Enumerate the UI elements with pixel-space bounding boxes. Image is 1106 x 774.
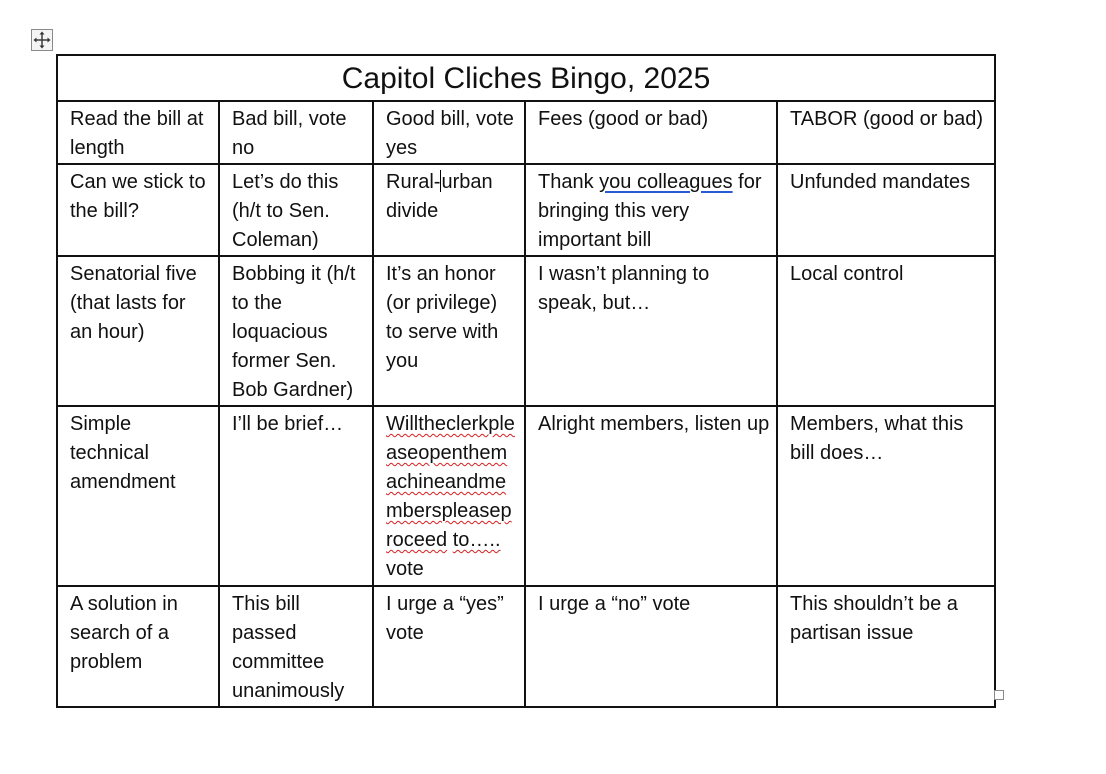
table-cell[interactable] <box>219 256 373 406</box>
table-cell[interactable] <box>525 101 777 164</box>
cell-text: Unfunded mandates <box>790 171 971 193</box>
cell-text: Fees (good or bad) <box>538 108 709 130</box>
cell-text: I urge a “yes” vote <box>386 593 504 644</box>
table-cell[interactable] <box>525 586 777 707</box>
table-row <box>57 256 995 406</box>
table-cell[interactable] <box>57 406 219 586</box>
cell-text: I urge a “no” vote <box>538 593 691 615</box>
table-row <box>57 586 995 707</box>
cell-text: Good bill, vote yes <box>386 108 514 159</box>
cell-text: TABOR (good or bad) <box>790 108 984 130</box>
cell-text: Bad bill, vote no <box>232 108 347 159</box>
cell-text: Alright members, listen up <box>538 413 770 435</box>
table-cell[interactable] <box>525 256 777 406</box>
cell-text <box>538 168 770 255</box>
cell-text <box>386 168 518 226</box>
table-cell[interactable] <box>777 164 995 256</box>
cell-text: Bobbing it (h/t to the loquacious former Sen. Bob Gardner) <box>232 263 356 401</box>
cell-text <box>386 410 518 584</box>
table-cell[interactable] <box>219 586 373 707</box>
table-row <box>57 164 995 256</box>
table-cell[interactable] <box>777 256 995 406</box>
cell-text: This shouldn’t be a partisan issue <box>790 593 958 644</box>
cell-text-part: Thank <box>538 171 600 193</box>
cell-text: Local control <box>790 263 904 285</box>
cell-text: Can we stick to the bill? <box>70 171 206 222</box>
table-cell[interactable] <box>57 256 219 406</box>
table-title[interactable]: Capitol Cliches Bingo, 2025 <box>57 55 995 101</box>
table-row <box>57 406 995 586</box>
table-cell[interactable] <box>777 101 995 164</box>
table-cell[interactable] <box>373 101 525 164</box>
table-cell[interactable] <box>57 164 219 256</box>
cell-text: Let’s do this (h/t to Sen. Coleman) <box>232 171 339 251</box>
table-cell[interactable] <box>777 586 995 707</box>
table-cell[interactable] <box>219 101 373 164</box>
table-cell[interactable] <box>525 164 777 256</box>
cell-text: Simple technical amendment <box>70 413 176 493</box>
table-row <box>57 101 995 164</box>
table-cell[interactable] <box>373 256 525 406</box>
spellcheck-flagged-text[interactable]: to….. <box>452 529 501 551</box>
cell-text-part: for bringing this very important bill <box>538 171 762 251</box>
table-cell[interactable] <box>57 101 219 164</box>
table-cell[interactable] <box>57 586 219 707</box>
spellcheck-flagged-text[interactable]: Willtheclerkpleaseopenthemachineandmemberspleaseproceed <box>386 413 515 551</box>
bingo-table <box>56 54 996 708</box>
table-move-handle[interactable] <box>31 29 53 51</box>
table-cell[interactable] <box>373 586 525 707</box>
four-way-arrow-icon <box>32 30 52 50</box>
table-cell[interactable] <box>373 406 525 586</box>
cell-text: I wasn’t planning to speak, but… <box>538 263 710 314</box>
cell-text: Members, what this bill does… <box>790 413 964 464</box>
cell-text: I’ll be brief… <box>232 413 344 435</box>
cell-text: This bill passed committee unanimously <box>232 593 345 702</box>
cell-text: Senatorial five (that lasts for an hour) <box>70 263 197 343</box>
table-cell[interactable] <box>219 406 373 586</box>
cell-text: A solution in search of a problem <box>70 593 178 673</box>
table-cell[interactable] <box>525 406 777 586</box>
table-cell[interactable] <box>777 406 995 586</box>
cell-text-part: urban divide <box>386 171 493 222</box>
grammar-flagged-text[interactable]: you colleagues <box>599 171 733 193</box>
cell-text-part: vote <box>386 558 424 580</box>
table-cell[interactable] <box>219 164 373 256</box>
cell-text: Read the bill at length <box>70 108 204 159</box>
cell-text-part: Rural- <box>386 171 441 193</box>
table-cell[interactable] <box>373 164 525 256</box>
table-resize-handle[interactable] <box>994 690 1004 700</box>
cell-text: It’s an honor (or privilege) to serve with you <box>386 263 499 372</box>
